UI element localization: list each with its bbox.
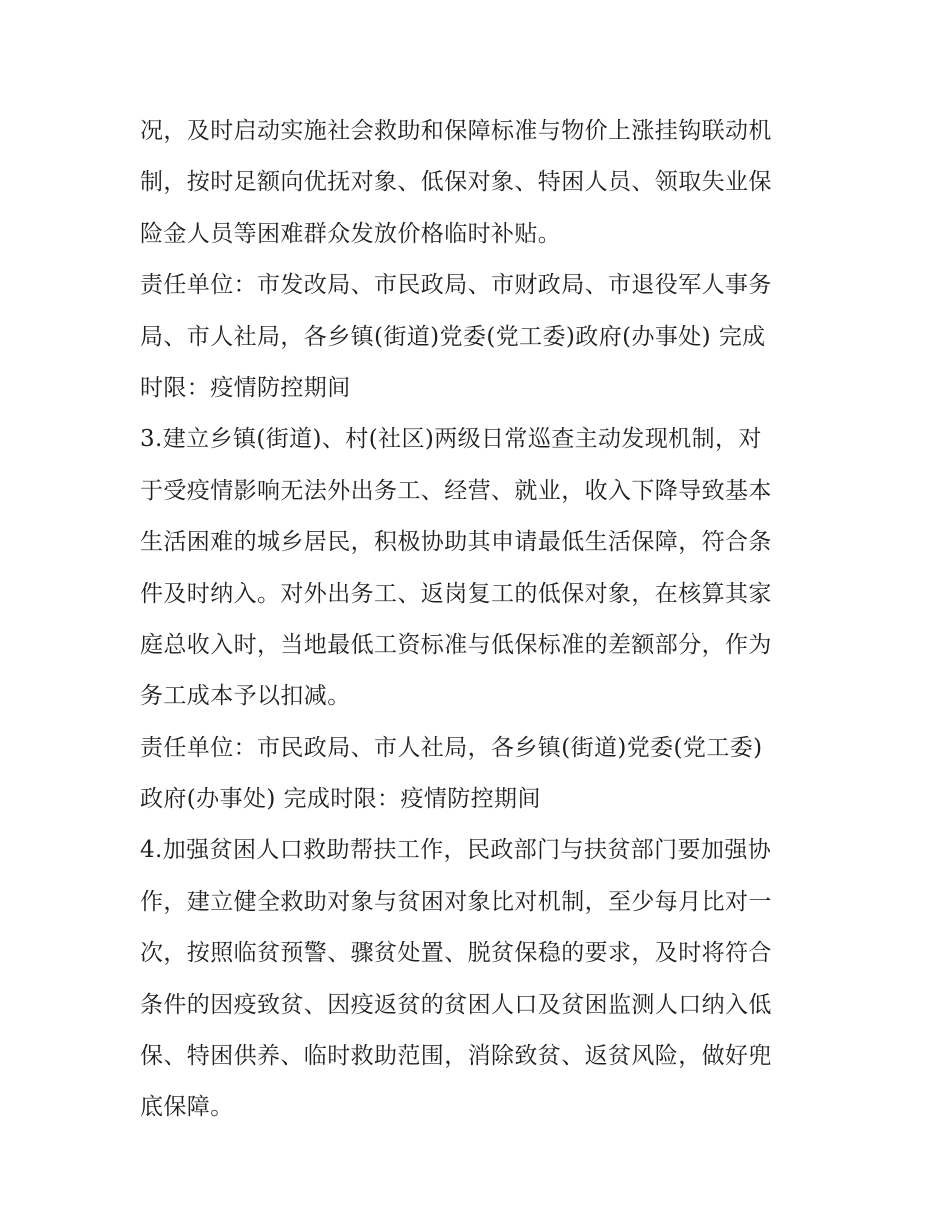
document-body (140, 106, 820, 1134)
responsibility-line: 局、市人社局，各乡镇(街道)党委(党工委)政府(办事处) 完成 (140, 323, 766, 350)
text-line: 制，按时足额向优抚对象、低保对象、特困人员、领取失业保 (140, 169, 772, 196)
text-line: 保、特困供养、临时救助范围，消除致贫、返贫风险，做好兜 (140, 1043, 772, 1070)
item-4-line: 4.加强贫困人口救助帮扶工作，民政部门与扶贫部门要加强协 (140, 837, 772, 864)
responsibility-line: 责任单位：市民政局、市人社局，各乡镇(街道)党委(党工委) (140, 734, 763, 761)
text-line: 险金人员等困难群众发放价格临时补贴。 (140, 220, 562, 247)
text-line: 件及时纳入。对外出务工、返岗复工的低保对象，在核算其家 (140, 580, 772, 607)
text-line: 于受疫情影响无法外出务工、经营、就业，收入下降导致基本 (140, 477, 772, 504)
text-line: 务工成本予以扣减。 (140, 683, 351, 710)
text-line: 况，及时启动实施社会救助和保障标准与物价上涨挂钩联动机 (140, 118, 772, 144)
text-line: 庭总收入时，当地最低工资标准与低保标准的差额部分，作为 (140, 631, 772, 658)
text-line: 底保障。 (140, 1094, 234, 1121)
deadline-line: 时限：疫情防控期间 (140, 374, 351, 401)
responsibility-line: 责任单位：市发改局、市民政局、市财政局、市退役军人事务 (140, 272, 772, 299)
item-3-line: 3.建立乡镇(街道)、村(社区)两级日常巡查主动发现机制，对 (140, 426, 762, 453)
deadline-line: 政府(办事处) 完成时限：疫情防控期间 (140, 786, 541, 813)
text-line: 生活困难的城乡居民，积极协助其申请最低生活保障，符合条 (140, 529, 772, 556)
text-line: 作，建立健全救助对象与贫困对象比对机制，至少每月比对一 (140, 888, 772, 915)
text-line: 次，按照临贫预警、骤贫处置、脱贫保稳的要求，及时将符合 (140, 940, 772, 967)
text-line: 条件的因疫致贫、因疫返贫的贫困人口及贫困监测人口纳入低 (140, 991, 772, 1018)
